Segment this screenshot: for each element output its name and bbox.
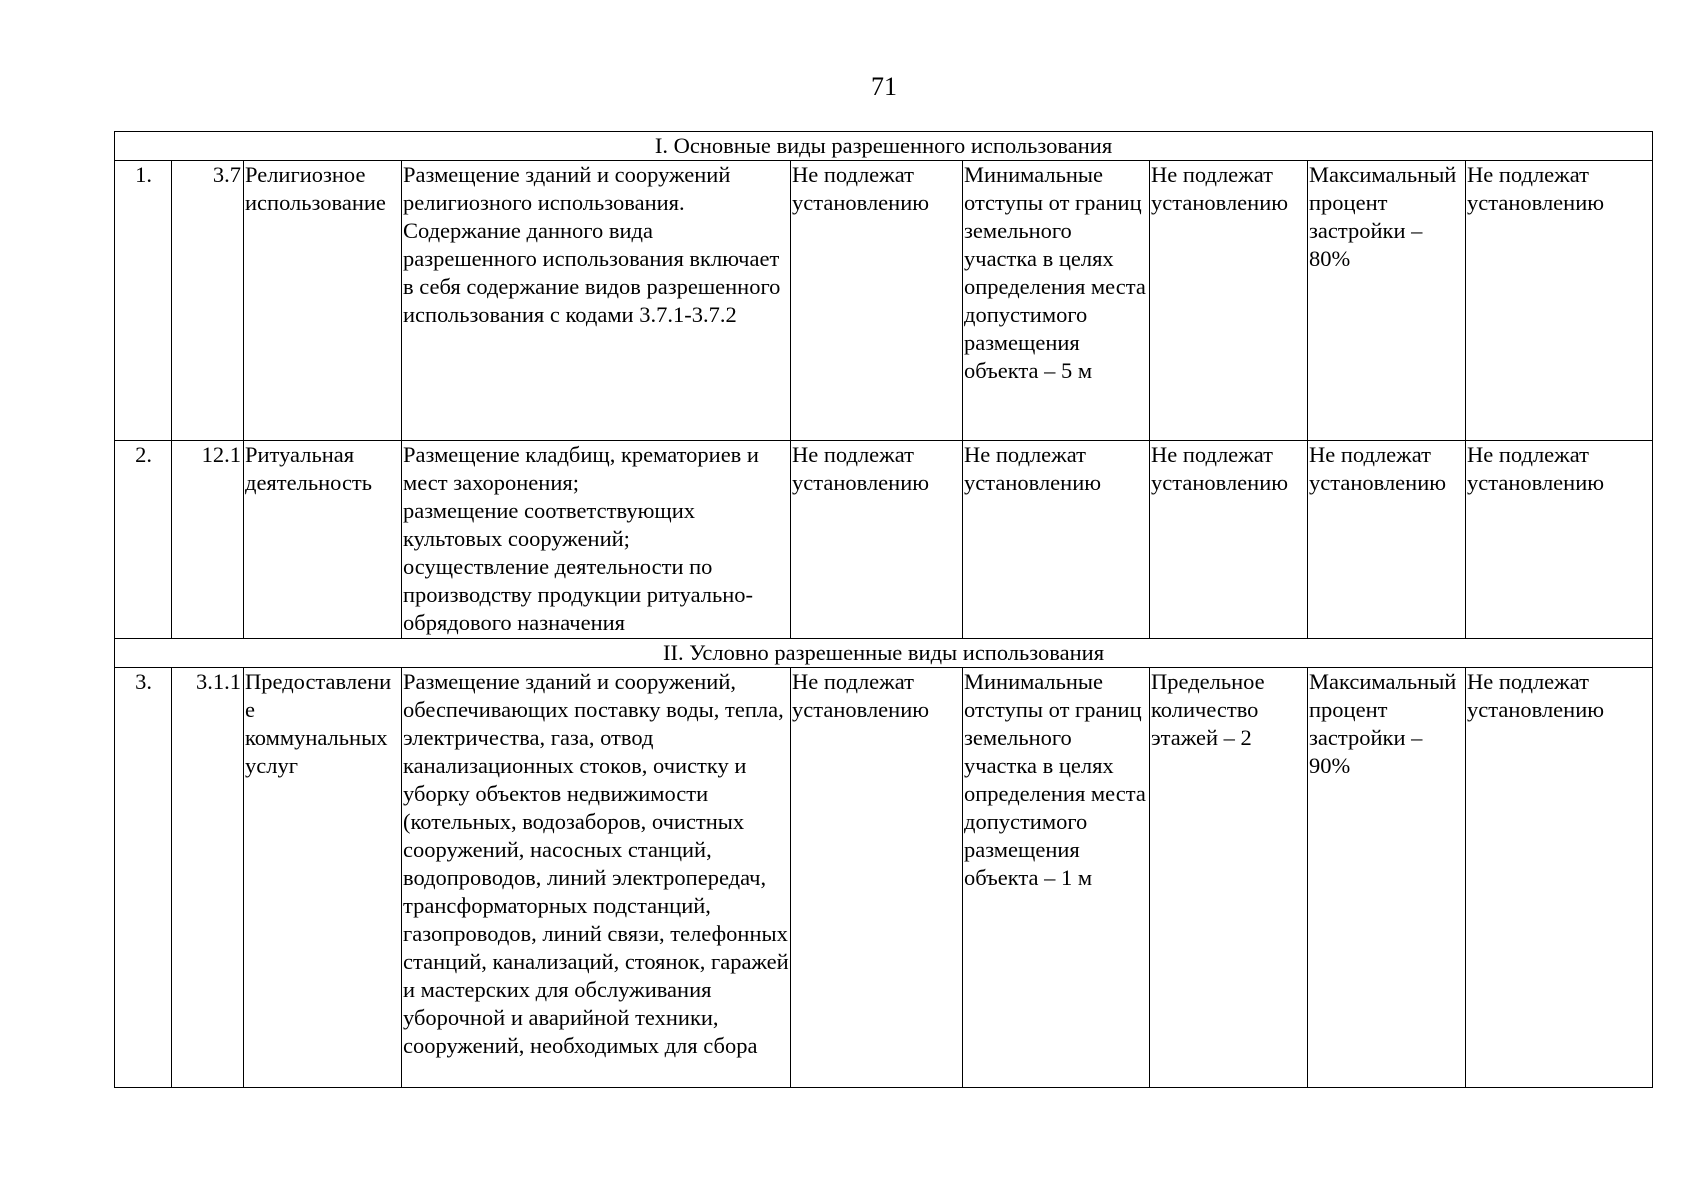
cell-col9: Не подлежат установлению xyxy=(1466,668,1653,1088)
section-title: I. Основные виды разрешенного использования xyxy=(115,132,1653,161)
cell-col6: Минимальные отступы от границ земельного участка в целях определения места допустимого размещения объекта – 5 м xyxy=(963,161,1150,441)
cell-col8: Максимальный процент застройки – 90% xyxy=(1308,668,1466,1088)
cell-col9: Не подлежат установлению xyxy=(1466,441,1653,639)
row-code: 3.1.1 xyxy=(172,668,244,1088)
table-row xyxy=(115,668,1653,1088)
cell-col6: Не подлежат установлению xyxy=(963,441,1150,639)
page-number: 71 xyxy=(871,72,897,101)
zoning-regulations-table xyxy=(114,131,1653,1088)
row-code: 3.7 xyxy=(172,161,244,441)
use-type-name: Предоставление коммунальных услуг xyxy=(244,668,402,1088)
cell-col6: Минимальные отступы от границ земельного участка в целях определения места допустимого размещения объекта – 1 м xyxy=(963,668,1150,1088)
section-header-row xyxy=(115,132,1653,161)
cell-col7: Не подлежат установлению xyxy=(1150,161,1308,441)
cell-col5: Не подлежат установлению xyxy=(791,161,963,441)
row-number: 1. xyxy=(115,161,172,441)
use-type-name: Религиозное использование xyxy=(244,161,402,441)
cell-col5: Не подлежат установлению xyxy=(791,668,963,1088)
table-row xyxy=(115,161,1653,441)
section-header-row xyxy=(115,639,1653,668)
use-type-description: Размещение кладбищ, крематориев и мест захоронения; размещение соответствующих культовых сооружений; осуществление деятельности по производству продукции ритуально-обрядового назначения xyxy=(402,441,791,639)
use-type-description: Размещение зданий и сооружений религиозного использования. Содержание данного вида разрешенного использования включает в себя содержание видов разрешенного использования с кодами 3.7.1-3.7.2 xyxy=(402,161,791,441)
cell-col5: Не подлежат установлению xyxy=(791,441,963,639)
use-type-name: Ритуальная деятельность xyxy=(244,441,402,639)
row-number: 3. xyxy=(115,668,172,1088)
cell-col7: Не подлежат установлению xyxy=(1150,441,1308,639)
section-title: II. Условно разрешенные виды использования xyxy=(115,639,1653,668)
row-code: 12.1 xyxy=(172,441,244,639)
cell-col9: Не подлежат установлению xyxy=(1466,161,1653,441)
cell-col8: Не подлежат установлению xyxy=(1308,441,1466,639)
table-row xyxy=(115,441,1653,639)
row-number: 2. xyxy=(115,441,172,639)
use-type-description: Размещение зданий и сооружений, обеспечивающих поставку воды, тепла, электричества, газа, отвод канализационных стоков, очистку и уборку объектов недвижимости (котельных, водозаборов, очистных сооружений, насосных станций, водопроводов, линий электропередач, трансформаторных подстанций, газопроводов, линий связи, телефонных станций, канализаций, стоянок, гаражей и мастерских для обслуживания уборочной и аварийной техники, сооружений, необходимых для сбора xyxy=(402,668,791,1088)
cell-col7: Предельное количество этажей – 2 xyxy=(1150,668,1308,1088)
cell-col8: Максимальный процент застройки – 80% xyxy=(1308,161,1466,441)
